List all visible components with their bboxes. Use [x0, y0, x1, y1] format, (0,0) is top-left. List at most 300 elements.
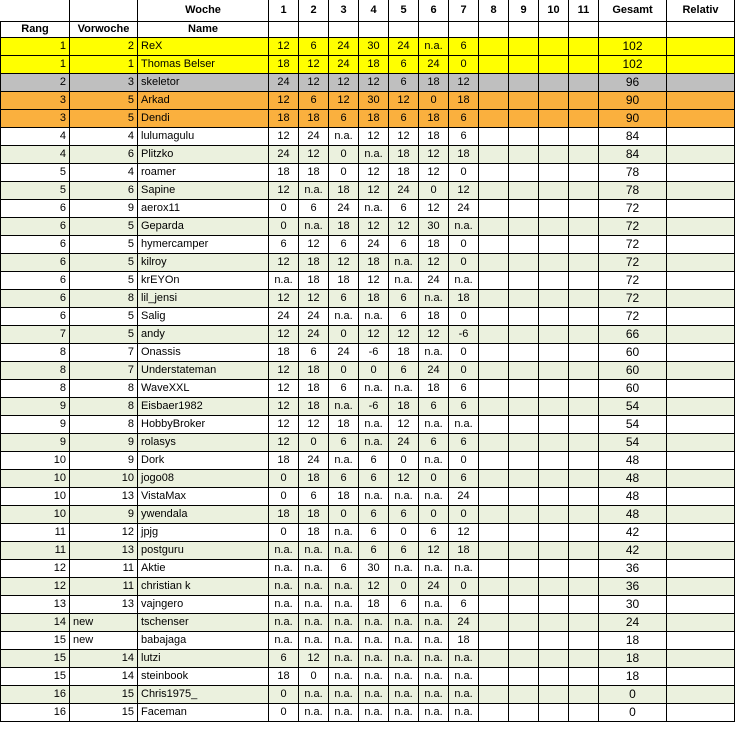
week-11-cell[interactable] — [569, 596, 599, 614]
gesamt-cell[interactable]: 42 — [599, 524, 667, 542]
week-8-cell[interactable] — [479, 308, 509, 326]
gesamt-cell[interactable]: 54 — [599, 398, 667, 416]
rang-cell[interactable]: 7 — [1, 326, 70, 344]
week-3-cell[interactable]: n.a. — [329, 128, 359, 146]
week-6-cell[interactable]: 24 — [419, 362, 449, 380]
week-9-cell[interactable] — [509, 56, 539, 74]
week-9-cell[interactable] — [509, 146, 539, 164]
week-7-cell[interactable]: 18 — [449, 632, 479, 650]
vorwoche-cell[interactable]: 10 — [70, 470, 138, 488]
week-8-cell[interactable] — [479, 200, 509, 218]
week-11-cell[interactable] — [569, 488, 599, 506]
gesamt-cell[interactable]: 60 — [599, 380, 667, 398]
name-cell[interactable]: Salig — [138, 308, 269, 326]
name-cell[interactable]: lulumagulu — [138, 128, 269, 146]
week-10-cell[interactable] — [539, 416, 569, 434]
week-8-cell[interactable] — [479, 524, 509, 542]
rang-cell[interactable]: 6 — [1, 254, 70, 272]
week-2-cell[interactable]: n.a. — [299, 614, 329, 632]
rang-cell[interactable]: 6 — [1, 272, 70, 290]
relativ-cell[interactable] — [667, 614, 735, 632]
gesamt-cell[interactable]: 48 — [599, 506, 667, 524]
vorwoche-cell[interactable]: 5 — [70, 92, 138, 110]
rang-cell[interactable]: 10 — [1, 470, 70, 488]
relativ-cell[interactable] — [667, 650, 735, 668]
week-2-cell[interactable]: 24 — [299, 452, 329, 470]
rang-cell[interactable]: 11 — [1, 542, 70, 560]
week-3-cell[interactable]: 12 — [329, 254, 359, 272]
week-6-cell[interactable]: n.a. — [419, 650, 449, 668]
name-cell[interactable]: jogo08 — [138, 470, 269, 488]
week-6-cell[interactable]: 12 — [419, 164, 449, 182]
week-7-cell[interactable]: 12 — [449, 524, 479, 542]
vorwoche-cell[interactable]: 5 — [70, 218, 138, 236]
relativ-cell[interactable] — [667, 200, 735, 218]
week-6-cell[interactable]: 6 — [419, 524, 449, 542]
gesamt-cell[interactable]: 96 — [599, 74, 667, 92]
relativ-cell[interactable] — [667, 398, 735, 416]
week-2-cell[interactable]: 18 — [299, 110, 329, 128]
week-11-cell[interactable] — [569, 614, 599, 632]
name-cell[interactable]: VistaMax — [138, 488, 269, 506]
week-6-cell[interactable]: n.a. — [419, 704, 449, 722]
week-9-cell[interactable] — [509, 236, 539, 254]
name-cell[interactable]: ywendala — [138, 506, 269, 524]
week-11-cell[interactable] — [569, 218, 599, 236]
week-4-cell[interactable]: n.a. — [359, 650, 389, 668]
week-3-cell[interactable]: 6 — [329, 110, 359, 128]
relativ-cell[interactable] — [667, 146, 735, 164]
name-cell[interactable]: HobbyBroker — [138, 416, 269, 434]
relativ-cell[interactable] — [667, 92, 735, 110]
week-3-cell[interactable]: n.a. — [329, 398, 359, 416]
week-1-cell[interactable]: 12 — [269, 38, 299, 56]
week-9-cell[interactable] — [509, 326, 539, 344]
week-10-cell[interactable] — [539, 470, 569, 488]
name-cell[interactable]: vajngero — [138, 596, 269, 614]
week-6-cell[interactable]: 6 — [419, 434, 449, 452]
vorwoche-cell[interactable]: 5 — [70, 272, 138, 290]
week-2-cell[interactable]: n.a. — [299, 632, 329, 650]
week-10-cell[interactable] — [539, 200, 569, 218]
week-9-cell[interactable] — [509, 38, 539, 56]
week-3-cell[interactable]: 24 — [329, 200, 359, 218]
week-4-cell[interactable]: 12 — [359, 182, 389, 200]
week-11-cell[interactable] — [569, 686, 599, 704]
week-5-cell[interactable]: 12 — [389, 416, 419, 434]
relativ-cell[interactable] — [667, 110, 735, 128]
week-5-cell[interactable]: 18 — [389, 344, 419, 362]
week-6-cell[interactable]: n.a. — [419, 686, 449, 704]
week-1-cell[interactable]: n.a. — [269, 632, 299, 650]
week-5-cell[interactable]: 12 — [389, 470, 419, 488]
week-9-cell[interactable] — [509, 182, 539, 200]
week-11-cell[interactable] — [569, 326, 599, 344]
week-7-cell[interactable]: 0 — [449, 56, 479, 74]
week-4-cell[interactable]: 12 — [359, 164, 389, 182]
rang-cell[interactable]: 15 — [1, 668, 70, 686]
week-8-cell[interactable] — [479, 74, 509, 92]
gesamt-cell[interactable]: 66 — [599, 326, 667, 344]
rang-cell[interactable]: 9 — [1, 416, 70, 434]
week-10-cell[interactable] — [539, 434, 569, 452]
name-cell[interactable]: Geparda — [138, 218, 269, 236]
vorwoche-cell[interactable]: 4 — [70, 164, 138, 182]
relativ-cell[interactable] — [667, 326, 735, 344]
week-4-cell[interactable]: 12 — [359, 128, 389, 146]
week-1-cell[interactable]: 12 — [269, 290, 299, 308]
gesamt-cell[interactable]: 60 — [599, 344, 667, 362]
week-8-cell[interactable] — [479, 452, 509, 470]
week-11-cell[interactable] — [569, 254, 599, 272]
gesamt-cell[interactable]: 18 — [599, 650, 667, 668]
week-8-cell[interactable] — [479, 398, 509, 416]
name-cell[interactable]: Understateman — [138, 362, 269, 380]
vorwoche-cell[interactable]: 8 — [70, 416, 138, 434]
week-5-cell[interactable]: 6 — [389, 110, 419, 128]
week-5-cell[interactable]: 12 — [389, 218, 419, 236]
week-2-cell[interactable]: n.a. — [299, 704, 329, 722]
week-2-cell[interactable]: 0 — [299, 668, 329, 686]
name-cell[interactable]: Thomas Belser — [138, 56, 269, 74]
week-2-cell[interactable]: 6 — [299, 344, 329, 362]
week-7-cell[interactable]: 12 — [449, 182, 479, 200]
week-2-cell[interactable]: n.a. — [299, 542, 329, 560]
week-3-cell[interactable]: n.a. — [329, 542, 359, 560]
week-5-cell[interactable]: 6 — [389, 200, 419, 218]
week-4-cell[interactable]: n.a. — [359, 308, 389, 326]
week-7-cell[interactable]: n.a. — [449, 686, 479, 704]
week-2-cell[interactable]: 18 — [299, 398, 329, 416]
week-4-cell[interactable]: 18 — [359, 56, 389, 74]
week-9-cell[interactable] — [509, 434, 539, 452]
week-8-cell[interactable] — [479, 470, 509, 488]
week-4-cell[interactable]: -6 — [359, 344, 389, 362]
week-6-cell[interactable]: 24 — [419, 272, 449, 290]
week-1-cell[interactable]: 0 — [269, 524, 299, 542]
week-4-cell[interactable]: 30 — [359, 560, 389, 578]
rang-cell[interactable]: 8 — [1, 344, 70, 362]
week-2-cell[interactable]: n.a. — [299, 578, 329, 596]
week-3-cell[interactable]: 24 — [329, 344, 359, 362]
week-4-cell[interactable]: n.a. — [359, 488, 389, 506]
week-9-cell[interactable] — [509, 200, 539, 218]
week-3-cell[interactable]: n.a. — [329, 632, 359, 650]
name-cell[interactable]: Dendi — [138, 110, 269, 128]
week-11-cell[interactable] — [569, 362, 599, 380]
relativ-cell[interactable] — [667, 560, 735, 578]
week-9-cell[interactable] — [509, 218, 539, 236]
gesamt-cell[interactable]: 54 — [599, 434, 667, 452]
vorwoche-cell[interactable]: 9 — [70, 506, 138, 524]
week-1-cell[interactable]: 18 — [269, 164, 299, 182]
relativ-cell[interactable] — [667, 344, 735, 362]
week-10-cell[interactable] — [539, 542, 569, 560]
week-9-cell[interactable] — [509, 344, 539, 362]
vorwoche-cell[interactable]: 11 — [70, 560, 138, 578]
name-cell[interactable]: andy — [138, 326, 269, 344]
week-6-cell[interactable]: n.a. — [419, 488, 449, 506]
week-4-cell[interactable]: 18 — [359, 110, 389, 128]
gesamt-cell[interactable]: 24 — [599, 614, 667, 632]
week-11-cell[interactable] — [569, 56, 599, 74]
week-1-cell[interactable]: 24 — [269, 146, 299, 164]
week-10-cell[interactable] — [539, 110, 569, 128]
week-4-cell[interactable]: 12 — [359, 272, 389, 290]
week-2-cell[interactable]: 12 — [299, 236, 329, 254]
week-4-cell[interactable]: 18 — [359, 290, 389, 308]
week-1-cell[interactable]: n.a. — [269, 578, 299, 596]
name-cell[interactable]: WaveXXL — [138, 380, 269, 398]
week-6-cell[interactable]: 18 — [419, 74, 449, 92]
week-9-cell[interactable] — [509, 650, 539, 668]
week-1-cell[interactable]: 6 — [269, 650, 299, 668]
week-10-cell[interactable] — [539, 650, 569, 668]
name-cell[interactable]: Sapine — [138, 182, 269, 200]
week-10-cell[interactable] — [539, 560, 569, 578]
week-6-cell[interactable]: 18 — [419, 110, 449, 128]
week-1-cell[interactable]: n.a. — [269, 560, 299, 578]
gesamt-cell[interactable]: 72 — [599, 236, 667, 254]
week-5-cell[interactable]: 0 — [389, 452, 419, 470]
week-5-cell[interactable]: n.a. — [389, 632, 419, 650]
rang-cell[interactable]: 10 — [1, 506, 70, 524]
week-6-cell[interactable]: 24 — [419, 56, 449, 74]
week-3-cell[interactable]: 0 — [329, 326, 359, 344]
week-3-cell[interactable]: 18 — [329, 182, 359, 200]
week-7-cell[interactable]: n.a. — [449, 218, 479, 236]
vorwoche-cell[interactable]: 6 — [70, 146, 138, 164]
gesamt-cell[interactable]: 90 — [599, 110, 667, 128]
week-11-cell[interactable] — [569, 182, 599, 200]
week-6-cell[interactable]: n.a. — [419, 560, 449, 578]
gesamt-cell[interactable]: 0 — [599, 686, 667, 704]
relativ-cell[interactable] — [667, 506, 735, 524]
name-cell[interactable]: lil_jensi — [138, 290, 269, 308]
week-7-cell[interactable]: 6 — [449, 470, 479, 488]
week-10-cell[interactable] — [539, 164, 569, 182]
relativ-cell[interactable] — [667, 272, 735, 290]
week-7-cell[interactable]: 18 — [449, 146, 479, 164]
week-8-cell[interactable] — [479, 110, 509, 128]
week-1-cell[interactable]: 0 — [269, 488, 299, 506]
week-9-cell[interactable] — [509, 542, 539, 560]
vorwoche-cell[interactable]: 5 — [70, 308, 138, 326]
week-11-cell[interactable] — [569, 452, 599, 470]
name-cell[interactable]: tschenser — [138, 614, 269, 632]
week-1-cell[interactable]: 12 — [269, 128, 299, 146]
week-1-cell[interactable]: 18 — [269, 344, 299, 362]
week-7-cell[interactable]: 18 — [449, 290, 479, 308]
week-1-cell[interactable]: 12 — [269, 326, 299, 344]
gesamt-cell[interactable]: 72 — [599, 200, 667, 218]
week-4-cell[interactable]: 24 — [359, 236, 389, 254]
week-3-cell[interactable]: 6 — [329, 290, 359, 308]
week-4-cell[interactable]: 30 — [359, 92, 389, 110]
week-11-cell[interactable] — [569, 128, 599, 146]
rang-cell[interactable]: 12 — [1, 560, 70, 578]
week-9-cell[interactable] — [509, 272, 539, 290]
week-9-cell[interactable] — [509, 92, 539, 110]
relativ-cell[interactable] — [667, 542, 735, 560]
week-3-cell[interactable]: 0 — [329, 362, 359, 380]
week-9-cell[interactable] — [509, 578, 539, 596]
week-11-cell[interactable] — [569, 524, 599, 542]
week-10-cell[interactable] — [539, 92, 569, 110]
week-6-cell[interactable]: 12 — [419, 254, 449, 272]
week-11-cell[interactable] — [569, 578, 599, 596]
name-cell[interactable]: Eisbaer1982 — [138, 398, 269, 416]
week-8-cell[interactable] — [479, 290, 509, 308]
week-4-cell[interactable]: n.a. — [359, 146, 389, 164]
gesamt-cell[interactable]: 36 — [599, 578, 667, 596]
week-5-cell[interactable]: 18 — [389, 398, 419, 416]
rang-cell[interactable]: 6 — [1, 308, 70, 326]
rang-cell[interactable]: 11 — [1, 524, 70, 542]
week-8-cell[interactable] — [479, 578, 509, 596]
week-1-cell[interactable]: n.a. — [269, 596, 299, 614]
week-5-cell[interactable]: n.a. — [389, 704, 419, 722]
week-3-cell[interactable]: n.a. — [329, 578, 359, 596]
week-1-cell[interactable]: 12 — [269, 182, 299, 200]
gesamt-cell[interactable]: 72 — [599, 308, 667, 326]
vorwoche-cell[interactable]: 13 — [70, 542, 138, 560]
vorwoche-cell[interactable]: 8 — [70, 380, 138, 398]
relativ-cell[interactable] — [667, 668, 735, 686]
week-4-cell[interactable]: 6 — [359, 542, 389, 560]
week-5-cell[interactable]: 18 — [389, 146, 419, 164]
week-6-cell[interactable]: 0 — [419, 470, 449, 488]
week-3-cell[interactable]: n.a. — [329, 452, 359, 470]
vorwoche-cell[interactable]: new — [70, 614, 138, 632]
week-7-cell[interactable]: 0 — [449, 452, 479, 470]
vorwoche-cell[interactable]: 5 — [70, 326, 138, 344]
week-11-cell[interactable] — [569, 668, 599, 686]
week-8-cell[interactable] — [479, 380, 509, 398]
week-10-cell[interactable] — [539, 254, 569, 272]
week-9-cell[interactable] — [509, 704, 539, 722]
name-cell[interactable]: postguru — [138, 542, 269, 560]
week-10-cell[interactable] — [539, 74, 569, 92]
week-8-cell[interactable] — [479, 218, 509, 236]
week-9-cell[interactable] — [509, 632, 539, 650]
name-cell[interactable]: babajaga — [138, 632, 269, 650]
week-4-cell[interactable]: 30 — [359, 38, 389, 56]
week-10-cell[interactable] — [539, 218, 569, 236]
week-10-cell[interactable] — [539, 578, 569, 596]
name-cell[interactable]: Faceman — [138, 704, 269, 722]
rang-cell[interactable]: 1 — [1, 56, 70, 74]
relativ-cell[interactable] — [667, 524, 735, 542]
week-3-cell[interactable]: n.a. — [329, 614, 359, 632]
week-5-cell[interactable]: 6 — [389, 308, 419, 326]
week-10-cell[interactable] — [539, 380, 569, 398]
week-3-cell[interactable]: 6 — [329, 560, 359, 578]
week-5-cell[interactable]: 6 — [389, 290, 419, 308]
week-2-cell[interactable]: 6 — [299, 92, 329, 110]
week-11-cell[interactable] — [569, 308, 599, 326]
rang-cell[interactable]: 4 — [1, 128, 70, 146]
week-2-cell[interactable]: 0 — [299, 434, 329, 452]
week-1-cell[interactable]: 18 — [269, 110, 299, 128]
week-2-cell[interactable]: 12 — [299, 146, 329, 164]
relativ-cell[interactable] — [667, 164, 735, 182]
week-9-cell[interactable] — [509, 110, 539, 128]
week-5-cell[interactable]: 12 — [389, 92, 419, 110]
week-10-cell[interactable] — [539, 524, 569, 542]
week-8-cell[interactable] — [479, 38, 509, 56]
week-6-cell[interactable]: 12 — [419, 146, 449, 164]
week-8-cell[interactable] — [479, 326, 509, 344]
week-1-cell[interactable]: 18 — [269, 56, 299, 74]
week-8-cell[interactable] — [479, 686, 509, 704]
week-8-cell[interactable] — [479, 434, 509, 452]
week-8-cell[interactable] — [479, 650, 509, 668]
week-10-cell[interactable] — [539, 596, 569, 614]
rang-cell[interactable]: 10 — [1, 488, 70, 506]
week-2-cell[interactable]: n.a. — [299, 218, 329, 236]
week-4-cell[interactable]: 0 — [359, 362, 389, 380]
week-6-cell[interactable]: 0 — [419, 182, 449, 200]
week-1-cell[interactable]: 0 — [269, 218, 299, 236]
name-cell[interactable]: aerox11 — [138, 200, 269, 218]
week-11-cell[interactable] — [569, 164, 599, 182]
week-2-cell[interactable]: 12 — [299, 416, 329, 434]
gesamt-cell[interactable]: 18 — [599, 632, 667, 650]
name-cell[interactable]: Arkad — [138, 92, 269, 110]
week-4-cell[interactable]: 12 — [359, 218, 389, 236]
week-1-cell[interactable]: 12 — [269, 362, 299, 380]
vorwoche-cell[interactable]: 7 — [70, 362, 138, 380]
week-5-cell[interactable]: 24 — [389, 38, 419, 56]
week-11-cell[interactable] — [569, 146, 599, 164]
week-2-cell[interactable]: 12 — [299, 74, 329, 92]
week-8-cell[interactable] — [479, 488, 509, 506]
week-2-cell[interactable]: n.a. — [299, 686, 329, 704]
week-5-cell[interactable]: 6 — [389, 236, 419, 254]
name-cell[interactable]: Onassis — [138, 344, 269, 362]
week-5-cell[interactable]: n.a. — [389, 650, 419, 668]
week-6-cell[interactable]: 18 — [419, 380, 449, 398]
name-cell[interactable]: ReX — [138, 38, 269, 56]
week-1-cell[interactable]: 6 — [269, 236, 299, 254]
vorwoche-cell[interactable]: 14 — [70, 650, 138, 668]
week-8-cell[interactable] — [479, 362, 509, 380]
week-2-cell[interactable]: 6 — [299, 200, 329, 218]
week-1-cell[interactable]: n.a. — [269, 614, 299, 632]
week-7-cell[interactable]: 0 — [449, 308, 479, 326]
vorwoche-cell[interactable]: 11 — [70, 578, 138, 596]
week-9-cell[interactable] — [509, 308, 539, 326]
week-10-cell[interactable] — [539, 704, 569, 722]
week-2-cell[interactable]: 6 — [299, 488, 329, 506]
vorwoche-cell[interactable]: 5 — [70, 254, 138, 272]
week-11-cell[interactable] — [569, 272, 599, 290]
week-8-cell[interactable] — [479, 596, 509, 614]
rang-cell[interactable]: 15 — [1, 632, 70, 650]
week-11-cell[interactable] — [569, 506, 599, 524]
relativ-cell[interactable] — [667, 38, 735, 56]
week-8-cell[interactable] — [479, 668, 509, 686]
week-9-cell[interactable] — [509, 524, 539, 542]
week-3-cell[interactable]: 6 — [329, 236, 359, 254]
week-11-cell[interactable] — [569, 632, 599, 650]
week-9-cell[interactable] — [509, 506, 539, 524]
relativ-cell[interactable] — [667, 218, 735, 236]
week-3-cell[interactable]: n.a. — [329, 308, 359, 326]
week-5-cell[interactable]: n.a. — [389, 254, 419, 272]
week-2-cell[interactable]: 24 — [299, 308, 329, 326]
